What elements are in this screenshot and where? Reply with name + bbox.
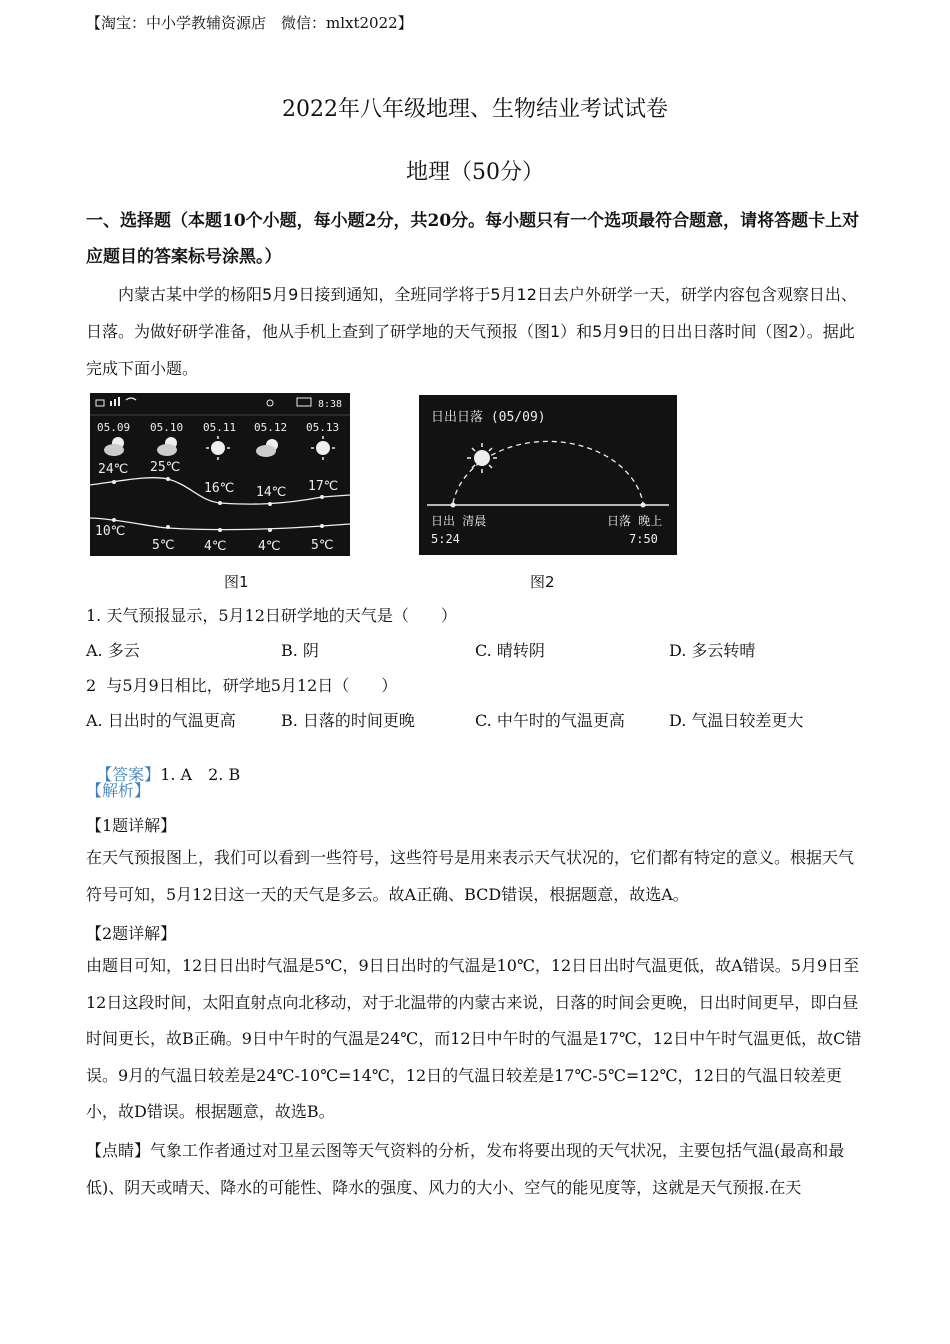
sunrise-time: 5:24 [431, 532, 460, 546]
low-temp-point [166, 525, 170, 529]
q2-option-a: A. 日出时的气温更高 [86, 711, 236, 730]
date-label: 05.12 [254, 421, 288, 434]
low-temp: 4℃ [204, 539, 227, 554]
q2-option-b: B. 日落的时间更晚 [281, 711, 415, 730]
high-temp-point [112, 480, 116, 484]
q1-option-c: C. 晴转阴 [475, 641, 545, 660]
low-temp: 4℃ [258, 539, 281, 554]
low-temp: 10℃ [95, 524, 126, 539]
figure-1-caption: 图1 [224, 573, 249, 591]
q2-option-c: C. 中午时的气温更高 [475, 711, 625, 730]
high-temp-point [218, 501, 222, 505]
sunset-label: 日落 晚上 [607, 514, 663, 528]
sunset-time: 7:50 [629, 532, 658, 546]
q1-option-d: D. 多云转晴 [669, 641, 756, 660]
question-2-stem: 2 与5月9日相比，研学地5月12日（ ） [86, 676, 398, 695]
low-temp-point [268, 528, 272, 532]
low-temp: 5℃ [152, 538, 175, 553]
passage: 内蒙古某中学的杨阳5月9日接到通知，全班同学将于5月12日去户外研学一天，研学内容包含观察日出、日落。为做好研学准备，他从手机上查到了研学地的天气预报（图1）和5月9日的日出日落时间（图2）。据此完成下面小题。 [86, 285, 857, 378]
high-temp: 24℃ [98, 462, 129, 477]
low-temp-point [112, 518, 116, 522]
answer-text: 1. A 2. B [160, 765, 241, 784]
date-label: 05.11 [203, 421, 237, 434]
date-label: 05.13 [306, 421, 340, 434]
low-temp-point [320, 524, 324, 528]
q2-option-d: D. 气温日较差更大 [669, 711, 804, 730]
q1-option-a: A. 多云 [86, 641, 140, 660]
status-time: 8:38 [318, 399, 343, 410]
q1-option-b: B. 阴 [281, 641, 319, 660]
section-heading: 一、选择题（本题10个小题，每小题2分，共20分。每小题只有一个选项最符合题意，请将答题卡上对应题目的答案标号涂黑。） [86, 211, 860, 267]
high-temp: 16℃ [204, 481, 235, 496]
sunrise-label: 日出 清晨 [431, 514, 487, 528]
page-title: 2022年八年级地理、生物结业考试试卷 [282, 97, 668, 122]
high-temp: 17℃ [308, 479, 339, 494]
header-note: 【淘宝：中小学教辅资源店 微信：mlxt2022】 [86, 14, 413, 32]
answer-label: 【答案】 [96, 765, 161, 784]
figure-1 [90, 393, 350, 556]
figure-2-caption: 图2 [530, 573, 555, 591]
detail-1-label: 【1题详解】 [86, 816, 177, 835]
analysis-label: 【解析】 [86, 781, 151, 800]
high-temp-point [166, 477, 170, 481]
low-temp: 5℃ [311, 538, 334, 553]
page-subtitle: 地理（50分） [406, 160, 544, 185]
tip-paragraph [86, 1133, 866, 1206]
date-label: 05.09 [97, 421, 131, 434]
high-temp: 14℃ [256, 485, 287, 500]
low-temp-point [218, 528, 222, 532]
high-temp: 25℃ [150, 460, 181, 475]
tip-label: 【点睛】 [86, 1141, 151, 1160]
detail-2-text: 由题目可知，12日日出时气温是5℃，9日日出时的气温是10℃，12日日出时气温更低，故A错误。5月9日至12日这段时间，太阳直射点向北移动，对于北温带的内蒙古来说，日落的时间会更晚，日出时间更早，即白昼时间更长，故B正确。9日中午时的气温是24℃，而12日中午时的气温是17℃，12日中午时气温更低，故C错误。9月的气温日较差是24℃-10℃=14℃，12日的气温日较差是17℃-5℃=12℃，12日的气温日较差更小，故D错误。根据题意，故选B。 [86, 956, 862, 1121]
weather-forecast-chart [90, 393, 350, 556]
detail-1-text: 在天气预报图上，我们可以看到一些符号，这些符号是用来表示天气状况的，它们都有特定的意义。根据天气符号可知，5月12日这一天的天气是多云。故A正确、BCD错误，根据题意，故选A。 [86, 848, 855, 904]
figure-2 [419, 395, 677, 555]
detail-2-label: 【2题详解】 [86, 924, 177, 943]
sunrise-sunset-chart [419, 395, 677, 555]
high-temp-point [320, 495, 324, 499]
question-1-stem: 1. 天气预报显示，5月12日研学地的天气是（ ） [86, 606, 457, 625]
tip-text: 气象工作者通过对卫星云图等天气资料的分析，发布将要出现的天气状况，主要包括气温(最高和最低)、阴天或晴天、降水的可能性、降水的强度、风力的大小、空气的能见度等，这就是天气预报.在天 [86, 1141, 845, 1197]
date-label: 05.10 [150, 421, 184, 434]
high-temp-point [268, 502, 272, 506]
sun-chart-heading: 日出日落 (05/09) [431, 410, 546, 425]
